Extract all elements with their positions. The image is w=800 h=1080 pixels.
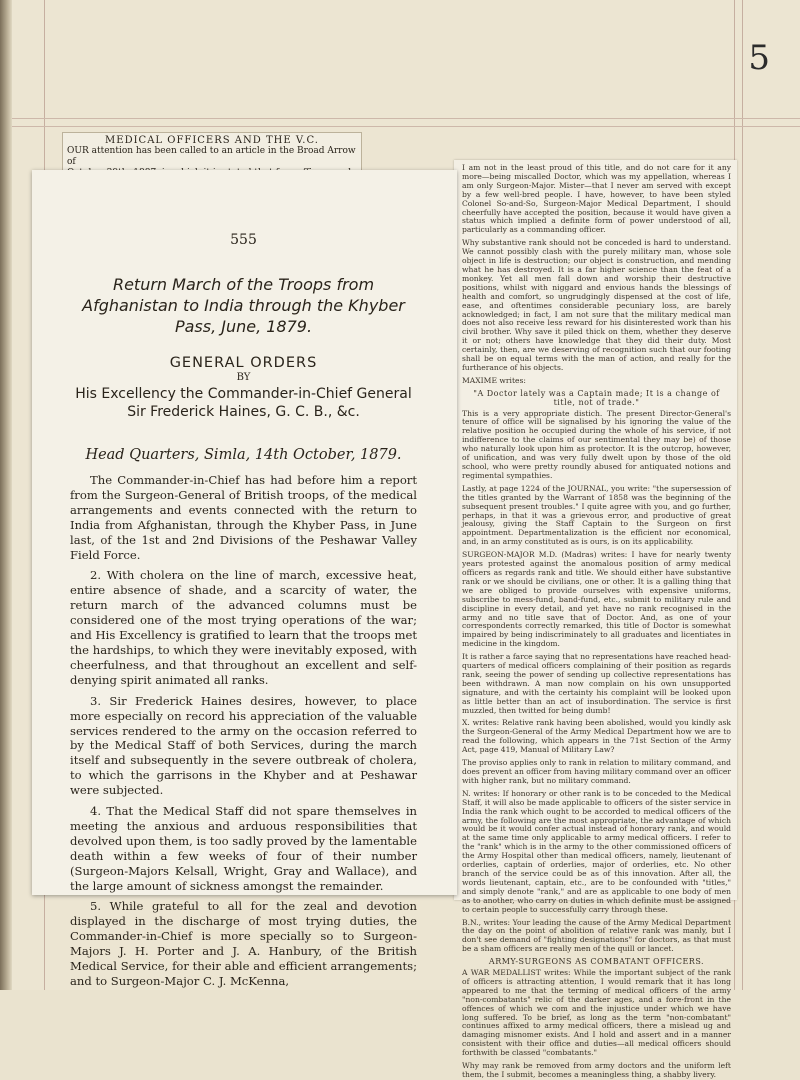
clipping-paragraph: B.N., writes: Your leading the cause of the Army Medical Department the day on the point of abolition of relative rank was manly, but I don't see demand of "fighting designations" for doctors, as that must be a sham officers are really men of the quill or lancet. [462,917,731,954]
by-line: BY [236,372,251,383]
clipping-correspondence [454,160,737,1079]
clipping-paragraph: SURGEON-MAJOR M.D. (Madras) writes: I have for nearly twenty years protested against the anomalous position of army medical officers as regards rank and title. We should either have substantive rank or we should be civilians, one or other. It is a galling thing that we are obliged to provide ourselves with expensive uniforms, subscribe to mess-fund, band-fund, etc., submit to military rule and discipline in every detail, and yet have no rank recognised in the army and no title save that of Doctor. And, as one of your correspondents correctly remarked, this title of Doctor is somewhat impaired by being indiscriminately to all graduates and licentiates in medicine in the kingdom. [462,550,731,649]
clipping-paragraph: X. writes: Relative rank having been abolished, would you kindly ask the Surgeon-General of the Army Medical Department how we are to read the following, which appears in the 71st Section of the Army Act, page 419, Manual of Military Law? [462,718,731,755]
clipping-paragraph: I am not in the least proud of this title, and do not care for it any more—being miscalled Doctor, which was my appellation, whereas I am only Surgeon-Major. Mister—that I never am served with except by a few well-bred people. I have, however, to have been styled Colonel So-and-So, Surgeon-Major Medical Department, I should cheerfully have accepted the position, because it would have given a status which implied a definite form of power understood of all, particularly as a commanding officer. [462,163,731,235]
general-orders-card [32,170,457,988]
clipping-paragraph: A WAR MEDALLIST writes: While the important subject of the rank of officers is attracting attention, I would remark that it has long appeared to me that the terming of medical officers of the army "non-combatants" relic of the darker ages, and a fore-front in the offences of which we com and the injustice under which we have long suffered. To be brief, as long as the term "non-combatant" continues affixed to army medical officers, there a mislead ug and damaging misnomer exists. And I hold and assert and in a manner consistent with their office and duties—all medical officers should forthwith be classed "combatants." [462,968,731,1058]
header-rule [12,126,800,127]
clipping-paragraph: Lastly, at page 1224 of the JOURNAL, you write: "the supersession of the titles granted by the Warrant of 1858 was the beginning of the subsequent present troubles." I quite agree with you, and go further, perhaps, in that it was a grievous error, and productive of great jealousy, giving the Staff Captain to the Surgeon on first appointment. Departmentalization is the efficient nor economical, and, in an army constituted as is ours, is on its applicability. [462,483,731,547]
clipping-paragraph: Why may rank be removed from army doctors and the uniform left them, the I submit, becomes a meaningless thing, a shabby livery. [462,1061,731,1079]
order-paragraph: 5. While grateful to all for the zeal and devotion displayed in the discharge of most trying duties, the Commander-in-Chief is more specially so to Surgeon-Majors J. H. Porter and J. A. Hanbury, of the British Medical Service, for their able and efficient arrangements; and to Surgeon-Major C. J. McKenna, [70,899,417,988]
clipping-paragraph: This is a very appropriate distich. The present Director-General's tenure of office will be signalised by his ignoring the value of the relative position he occupied during the whole of his service, if not indifference to the claims of our sentimental they may be) of those who naturally look upon him as protector. It is the outcrop, however, of unification, and was very fully dwelt upon by those of the old school, who were pretty roundly abused for antiquated notions and regimental sympathies. [462,408,731,480]
clipping-paragraph: Why substantive rank should not be conceded is hard to understand. We cannot possibly clash with the purely military man, whose sole object in life is destruction; our object is construction, and mending what he has destroyed. It is a far higher science than the feat of a monkey. Yet all men fall down and worship their destructive positions, whilst with niggard and envious hands the blessings of health and comfort, so ungrudgingly dispensed at the cost of life, ease, and oftentimes considerable pecuniary loss, are barely acknowledged; in fact, I am not sure that the military medical man does not also receive less reward for his disinterested work than his civil brother. Why save it piled thick on them, whether they deserve it or not; others have knowledge that they did their duty. Most certainly, then, are we deserving of recognition such that our footing shall be on equal terms with the man of action, and really for the furtherance of his objects. [462,238,731,372]
clipping-subheading: ARMY-SURGEONS AS COMBATANT OFFICERS. [488,957,705,967]
clipping-paragraph: MAXIME writes: [462,375,526,385]
page-binding [0,0,12,990]
clipping-paragraph: The proviso applies only to rank in relation to military command, and does prevent an officer from having military command over an officer with higher rank, but no military command. [462,758,731,785]
margin-rule [742,0,743,990]
order-paragraph: 2. With cholera on the line of march, excessive heat, entire absence of shade, and a scarcity of water, the return march of the advanced columns must be considered one of the most trying operations of the war; and His Excellency is gratified to learn that the troops met the hardships, to which they were inevitably exposed, with cheerfulness, and that throughout an excellent and self-denying spirit animated all ranks. [70,568,417,687]
clipping-paragraph: It is rather a farce saying that no representations have reached head-quarters of medical officers complaining of their position as regards rank, seeing the power of sending up collective representations has been withdrawn. A man now complain on his own unsupported signature, and with the certainty his complaint will be looked upon as little better than an act of insubordination. The service is first muzzled, then twitted for being dumb! [462,652,731,715]
general-orders-heading: GENERAL ORDERS [169,355,318,371]
clipping-medical-officers [62,132,362,174]
clipping-verse: "A Doctor lately was a Captain made; It is a change of title, not of trade." [473,388,720,407]
order-paragraph: 4. That the Medical Staff did not spare themselves in meeting the anxious and arduous responsibilities that devolved upon them, is too sadly proved by the lamentable death within a few weeks of four of their number (Surgeon-Majors Kelsall, Wright, Gray and Wallace), and the large amount of sickness amongst the remainder. [70,804,417,893]
author-line: His Excellency the Commander-in-Chief General Sir Frederick Haines, G. C. B., &c. [75,386,412,420]
clipping-title: MEDICAL OFFICERS AND THE V.C. [105,135,319,146]
clipping-line: OUR attention has been called to an article in the Broad Arrow of [67,146,356,167]
return-march-title: Return March of the Troops from Afghanistan to India through the Khyber Pass, June, 1879. [82,275,405,336]
header-rule [12,118,800,119]
order-paragraph: The Commander-in-Chief has had before him a report from the Surgeon-General of British troops, of the medical arrangements and events connected with the return to India from Afghanistan, through the Khyber Pass, in June last, of the 1st and 2nd Divisions of the Peshawar Valley Field Force. [70,473,417,562]
page-number: 5 [748,38,770,78]
card-number: 555 [230,232,257,248]
order-paragraph: 3. Sir Frederick Haines desires, however, to place more especially on record his appreciation of the valuable services rendered to the army on the occasion referred to by the Medical Staff of both Services, during the march itself and subsequently in the severe outbreak of cholera, to which the garrisons in the Khyber and at Peshawar were subjected. [70,693,417,798]
clipping-paragraph: N. writes: If honorary or other rank is to be conceded to the Medical Staff, it will also be made applicable to officers of the sister service in India the rank which ought to be accorded to medical officers of the army, the following are the most appropriate, the advantage of which would be it would confer actual instead of honorary rank, and would at the same time only applicable to army medical officers. I refer to the "rank" which is in the army to the other commissioned officers of the Army Hospital other than medical officers, namely, lieutenant of orderlies, captain of orderlies, major of orderlies, etc. No other branch of the service could be as of this innovation. After all, the words lieutenant, captain, etc., are to be confounded with "titles," and simply denote "rank," and are as applicable to one body of men as to another, who carry on duties in which definite must be assigned to certain people to successfully carry through these. [462,788,731,914]
dateline: Head Quarters, Simla, 14th October, 1879. [85,447,402,463]
